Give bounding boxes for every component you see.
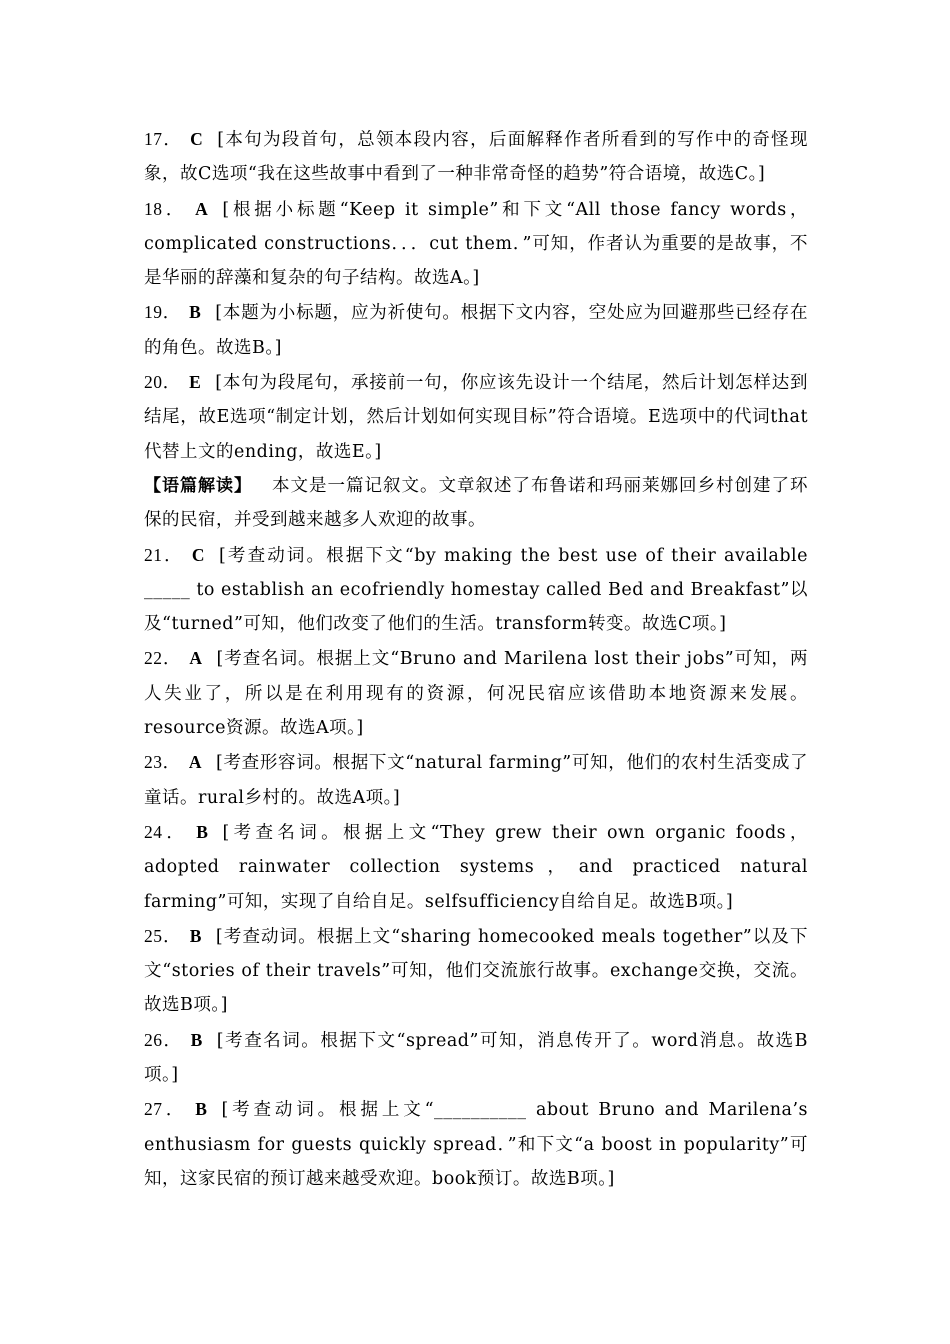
answer-25 — [144, 919, 808, 1023]
question-number: 18． — [144, 198, 188, 219]
explanation-text: [考查动词。根据上文“sharing homecooked meals together”以及下文“stories of their travels”可知，他们交流旅行故事。exchange交换，交流。故选B项。] — [144, 926, 809, 1016]
explanation-text: [本题为小标题，应为祈使句。根据下文内容，空处应为回避那些已经存在的角色。故选B。] — [144, 303, 809, 358]
summary-text: 本文是一篇记叙文。文章叙述了布鲁诺和玛丽莱娜回乡村创建了环保的民宿，并受到越来越多人欢迎的故事。 — [144, 475, 808, 531]
question-number: 23． — [144, 752, 181, 773]
question-number: 21． — [144, 544, 184, 565]
question-number: 17． — [144, 129, 183, 149]
explanation-text: [考查形容词。根据下文“natural farming”可知，他们的农村生活变成了童话。rural乡村的。故选A项。] — [144, 753, 809, 808]
question-number: 24． — [144, 821, 189, 842]
answer-letter: A — [195, 198, 209, 219]
answer-letter: B — [189, 302, 202, 323]
answer-letter: E — [189, 372, 202, 393]
question-number: 25． — [144, 925, 182, 946]
explanation-text: [考查动词。根据下文“by making the best use of their available _____ to establish an ecofriendly homestay called Bed and Breakfast”以及“turned”可知，他们改变了他们的生活。transform转变。故选C项。] — [144, 545, 809, 635]
explanation-text: [根据小标题“Keep it simple”和下文“All those fancy words，complicated constructions．．．cut them．”可知，作者认为重要的是故事，不是华丽的辞藻和复杂的句子结构。故选A。] — [144, 199, 809, 289]
explanation-text: [本句为段首句，总领本段内容，后面解释作者所看到的写作中的奇怪现象，故C选项“我在这些故事中看到了一种非常奇怪的趋势”符合语境，故选C。] — [144, 130, 808, 185]
answer-21 — [144, 538, 808, 642]
answer-17 — [144, 122, 808, 192]
question-number: 20． — [144, 372, 182, 393]
answer-letter: A — [189, 648, 203, 669]
answer-22 — [144, 641, 808, 745]
passage-summary — [144, 469, 808, 538]
answer-23 — [144, 745, 808, 815]
question-number: 22． — [144, 648, 182, 669]
explanation-text: [考查名词。根据上文“Bruno and Marilena lost their jobs”可知，两人失业了，所以是在利用现有的资源，何况民宿应该借助本地资源来发展。resource资源。故选A项。] — [144, 649, 808, 739]
answer-letter: B — [195, 1099, 208, 1120]
answer-26 — [144, 1023, 808, 1093]
answer-27 — [144, 1092, 808, 1196]
section-tag: 【语篇解读】 — [144, 475, 252, 496]
explanation-text: [考查名词。根据下文“spread”可知，消息传开了。word消息。故选B项。] — [144, 1030, 809, 1086]
answer-letter: B — [196, 821, 209, 842]
explanation-text: [考查名词。根据上文“They grew their own organic foods，adopted rainwater collection systems，and practiced natural farming”可知，实现了自给自足。selfsufficiency自给自足。故选B项。] — [144, 822, 809, 912]
answer-explanations — [144, 122, 808, 1196]
answer-24 — [144, 815, 808, 919]
question-number: 19． — [144, 302, 182, 323]
question-number: 26． — [144, 1029, 183, 1050]
answer-letter: C — [190, 129, 204, 149]
answer-letter: B — [189, 925, 202, 946]
answer-letter: B — [190, 1029, 203, 1050]
answer-18 — [144, 192, 808, 296]
explanation-text: [本句为段尾句，承接前一句，你应该先设计一个结尾，然后计划怎样达到结尾，故E选项“制定计划，然后计划如何实现目标”符合语境。E选项中的代词that代替上文的ending，故选E。] — [144, 373, 809, 462]
answer-letter: A — [188, 752, 202, 773]
answer-20 — [144, 365, 808, 469]
answer-letter: C — [191, 544, 205, 565]
question-number: 27． — [144, 1099, 188, 1120]
explanation-text: [考查动词。根据上文“__________ about Bruno and Marilena’s enthusiasm for guests quickly spread．”和下文“a boost in popularity”可知，这家民宿的预订越来越受欢迎。book预订。故选B项。] — [144, 1100, 808, 1189]
answer-19 — [144, 295, 808, 365]
